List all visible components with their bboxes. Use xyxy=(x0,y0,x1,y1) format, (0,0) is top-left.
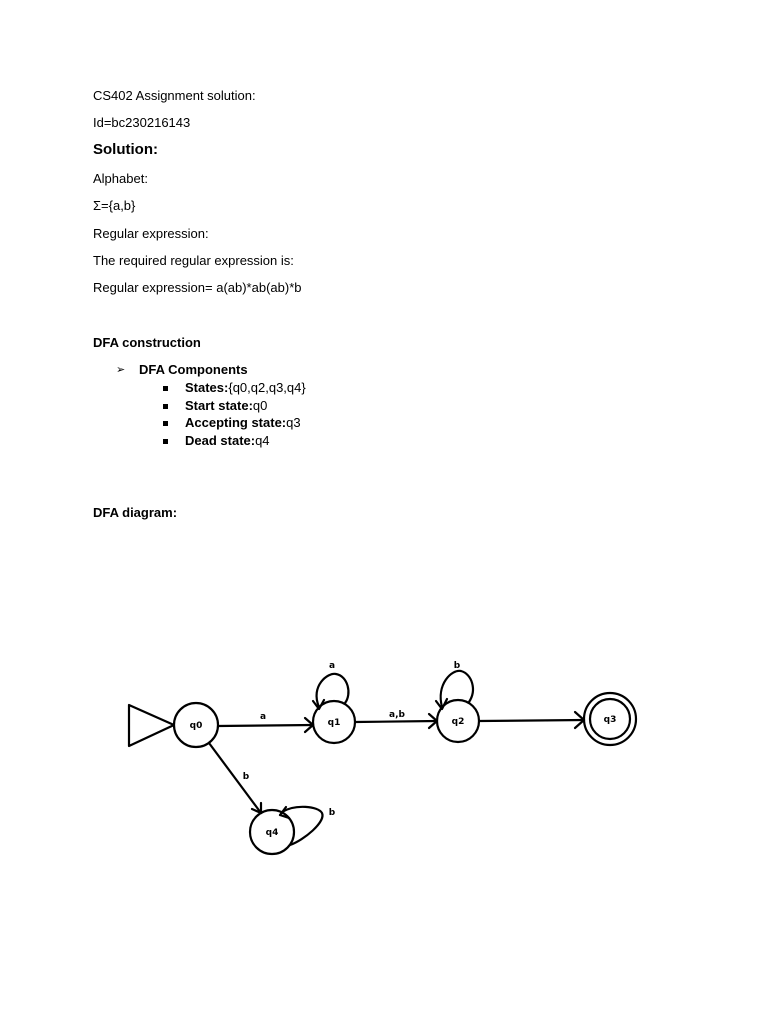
document-title: CS402 Assignment solution: xyxy=(93,88,256,103)
dfa-construction-heading: DFA construction xyxy=(93,335,201,350)
alphabet-label: Alphabet: xyxy=(93,171,148,186)
edge-q1-q2 xyxy=(355,721,437,722)
item-label: Dead state: xyxy=(185,433,256,448)
alphabet-value: Σ={a,b} xyxy=(93,198,136,213)
state-label-q3: q3 xyxy=(603,715,617,725)
student-id: Id=bc230216143 xyxy=(93,115,191,130)
item-label: States: xyxy=(185,380,229,395)
item-value: q4 xyxy=(255,433,270,448)
transition-label-q1-self: a xyxy=(328,661,336,671)
edge-q0-q4 xyxy=(209,743,261,813)
edge-q2-q3 xyxy=(479,720,584,721)
state-label-q2: q2 xyxy=(451,717,465,727)
item-label: Start state: xyxy=(185,398,253,413)
transition-label-q0-q1: a xyxy=(259,712,267,722)
edge-q0-q1 xyxy=(218,725,313,726)
start-marker xyxy=(129,705,174,746)
regex-label: Regular expression: xyxy=(93,226,209,241)
item-value: q3 xyxy=(286,415,301,430)
item-label: Accepting state: xyxy=(185,415,287,430)
item-value: {q0,q2,q3,q4} xyxy=(228,380,306,395)
item-value: q0 xyxy=(252,398,268,413)
state-label-q1: q1 xyxy=(327,718,341,728)
regex-intro: The required regular expression is: xyxy=(93,253,294,268)
edge-q4-self xyxy=(282,807,322,845)
transition-label-q4-self: b xyxy=(328,808,336,818)
state-label-q0: q0 xyxy=(189,721,203,731)
solution-heading: Solution: xyxy=(93,141,158,158)
transition-label-q0-q4: b xyxy=(242,772,250,782)
transition-label-q2-self: b xyxy=(453,661,461,671)
state-label-q4: q4 xyxy=(265,828,279,838)
regex-value: Regular expression= a(ab)*ab(ab)*b xyxy=(93,280,302,295)
transition-label-q1-q2: a,b xyxy=(389,710,405,720)
arrow-bullet-icon: ➢ xyxy=(116,364,126,376)
dfa-components-heading: DFA Components xyxy=(139,362,248,377)
dfa-diagram-heading: DFA diagram: xyxy=(93,505,178,520)
